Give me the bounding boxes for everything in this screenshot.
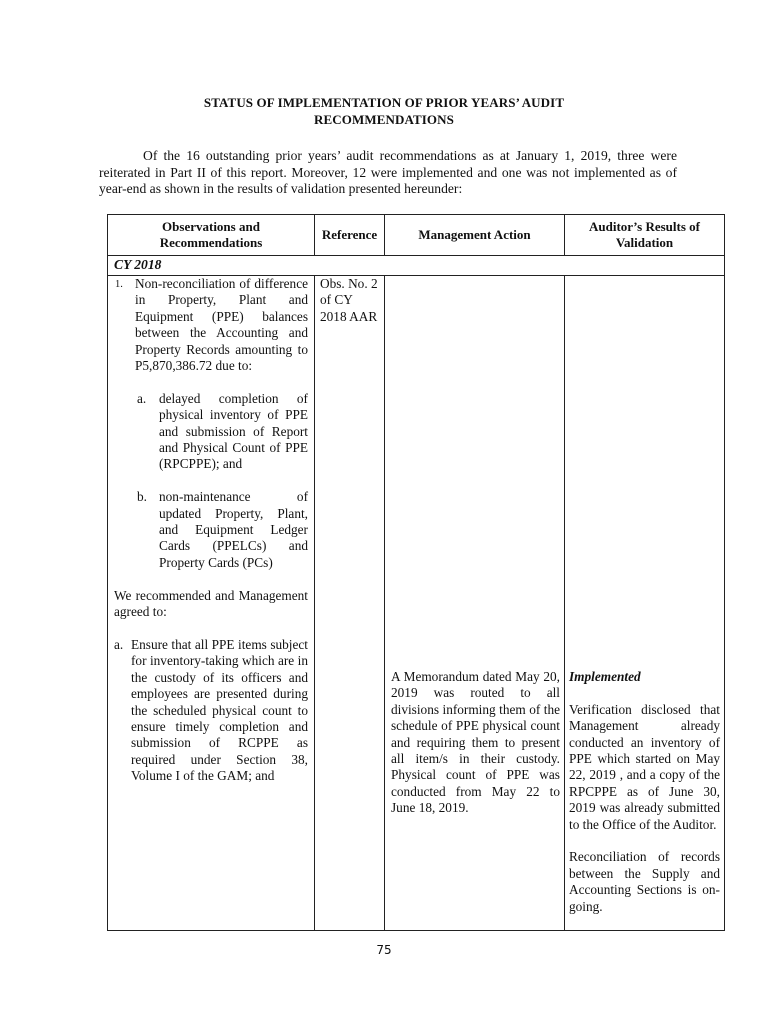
auditor-validation-cell <box>565 276 725 931</box>
cause-item <box>108 391 314 473</box>
section-label: CY 2018 <box>108 256 725 276</box>
cause-letter: a. <box>137 390 147 406</box>
recommendation-intro: We recommended and Management agreed to: <box>114 587 308 620</box>
recommendation-letter: a. <box>114 636 124 652</box>
cause-text: non-maintenance of updated Property, Plant, and Equipment Ledger Cards (PPELCs) and Property Cards (PCs) <box>159 489 308 570</box>
table-header-row <box>108 215 725 256</box>
report-title-line2: RECOMMENDATIONS <box>314 112 454 127</box>
recommendation-item <box>108 637 314 785</box>
management-action-cell <box>385 276 565 931</box>
header-observations: Observations and Recommendations <box>108 215 315 256</box>
section-row <box>108 256 725 276</box>
item-number: 1. <box>115 279 123 290</box>
report-title-line1: STATUS OF IMPLEMENTATION OF PRIOR YEARS’ AUDIT <box>203 95 565 110</box>
intro-paragraph: Of the 16 outstanding prior years’ audit recommendations as at January 1, 2019, three were reiterated in Part II of this report. Moreover, 12 were implemented and one was not implemented as of year-end as shown in the results of validation presented hereunder: <box>99 148 677 196</box>
reference-text: Obs. No. 2 of CY 2018 AAR <box>320 276 378 324</box>
recommendations-table <box>107 214 725 931</box>
page-number: 75 <box>376 943 392 957</box>
header-management-action: Management Action <box>385 215 565 256</box>
table-row <box>108 276 725 931</box>
cause-item <box>108 489 314 571</box>
header-reference: Reference <box>315 215 385 256</box>
management-action-text: A Memorandum dated May 20, 2019 was routed to all divisions informing them of the schedule of PPE physical count and requiring them to present all item/s in their custody. Physical count of PPE was conducted from May 22 to June 18, 2019. <box>391 669 560 816</box>
observation-item <box>108 276 314 374</box>
observation-cell <box>108 276 315 931</box>
cause-letter: b. <box>137 489 147 505</box>
validation-status: Implemented <box>569 669 641 684</box>
observation-text: Non-reconciliation of difference in Property, Plant and Equipment (PPE) balances between the Accounting and Property Records amounting to P5,870,386.72 due to: <box>135 276 308 374</box>
reference-cell <box>315 276 385 931</box>
header-auditor-validation: Auditor’s Results of Validation <box>565 215 725 256</box>
recommendation-text: Ensure that all PPE items subject for inventory-taking which are in the custody of its officers and employees are presented during the scheduled physical count to ensure timely completion and submission of RCPPE as required under Section 38, Volume I of the GAM; and <box>131 636 308 784</box>
validation-text: Verification disclosed that Management already conducted an inventory of PPE which started on May 22, 2019 , and a copy of the RPCPPE as of June 30, 2019 was already submitted to the Office of the Auditor. <box>569 701 720 832</box>
cause-text: delayed completion of physical inventory of PPE and submission of Report and Physical Count of PPE (RPCPPE); and <box>159 390 308 472</box>
validation-text-2: Reconciliation of records between the Supply and Accounting Sections is on-going. <box>569 849 720 914</box>
